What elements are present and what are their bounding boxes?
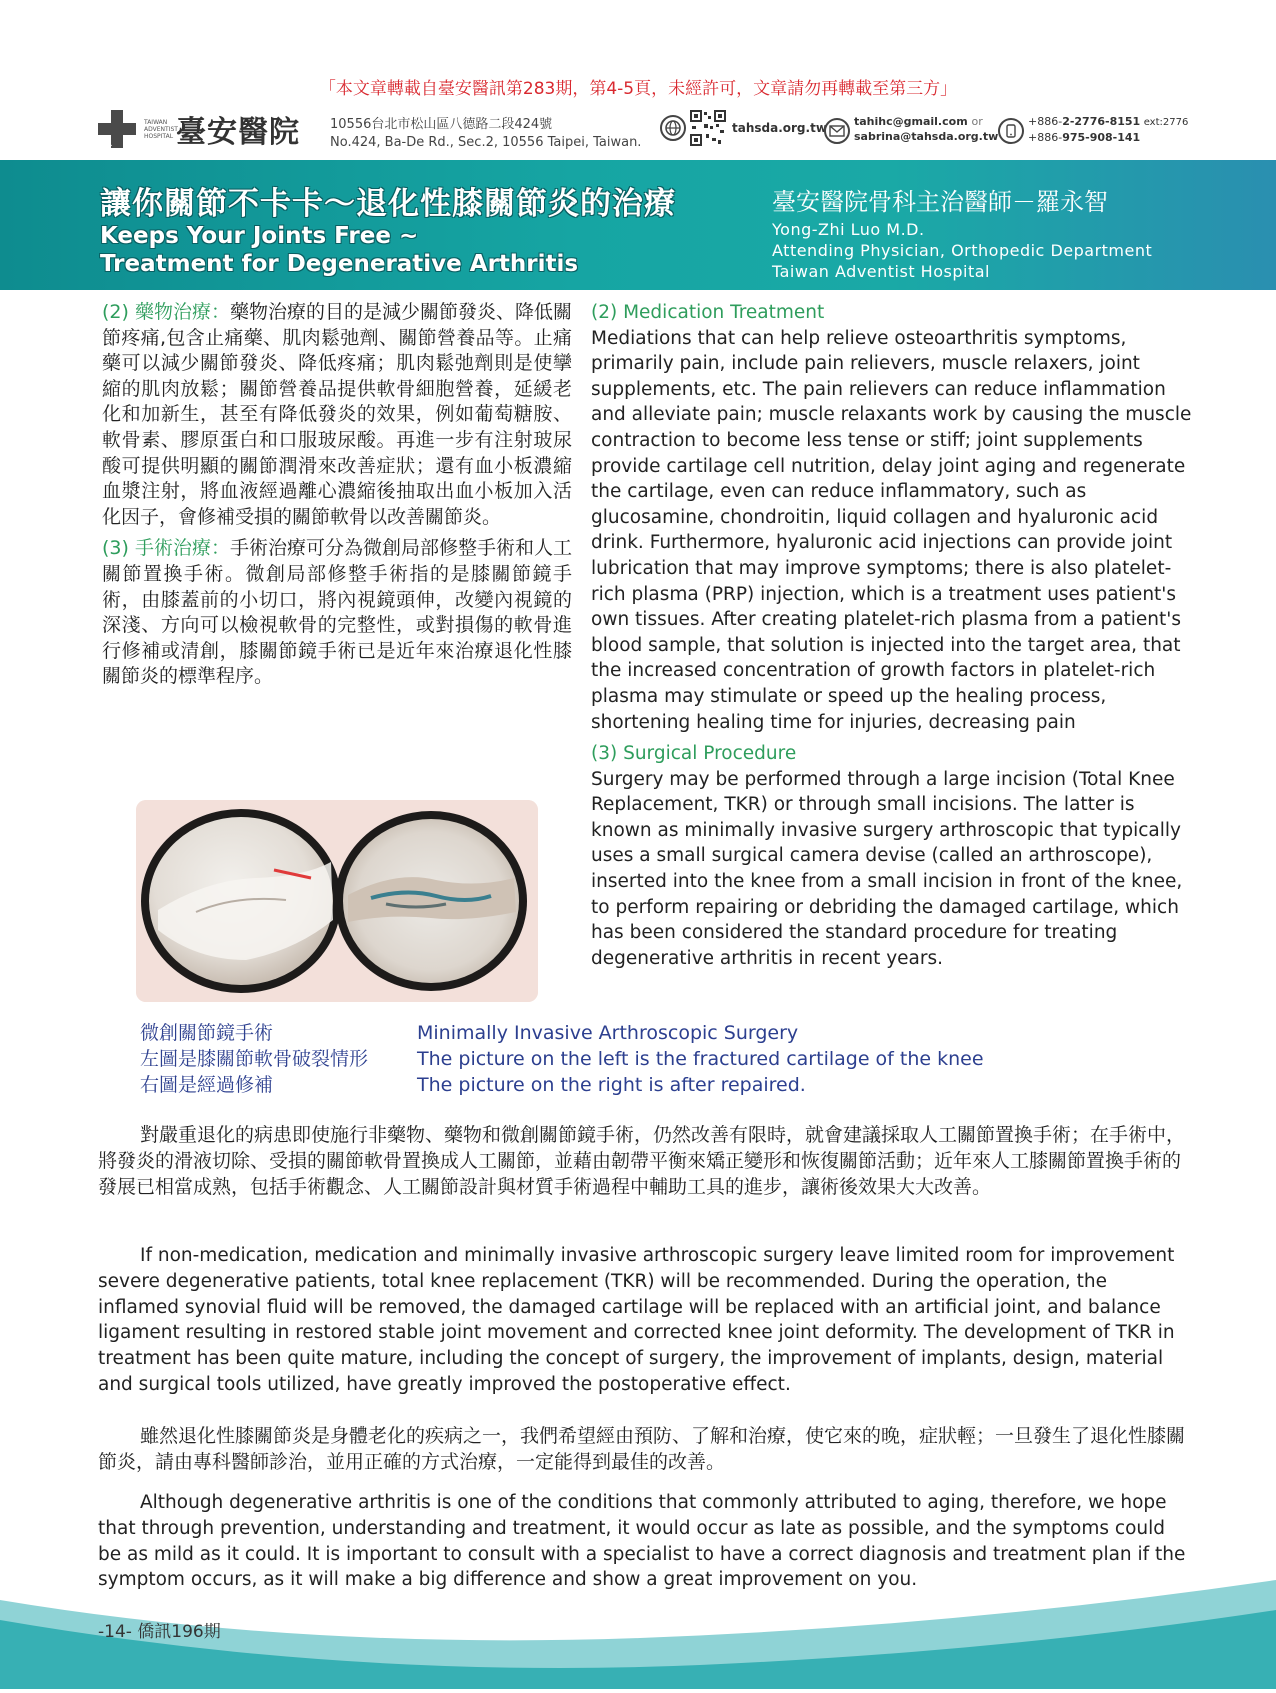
email-block (854, 114, 998, 144)
caption-en-line2: The picture on the left is the fractured cartilage of the knee (417, 1048, 984, 1070)
address-zh: 10556台北市松山區八德路二段424號 (330, 117, 553, 132)
medication-heading-zh: (2) 藥物治療： (102, 301, 230, 323)
qr-code-icon (690, 110, 726, 146)
english-column (591, 300, 1196, 977)
article-title-en-line2: Treatment for Degenerative Arthritis (100, 251, 579, 277)
medication-heading-en: (2) Medication Treatment (591, 302, 825, 323)
email-2[interactable]: sabrina@tahsda.org.tw (854, 130, 999, 143)
hospital-address (330, 116, 641, 152)
caption-en-line3: The picture on the right is after repaired. (417, 1074, 806, 1096)
phone-icon (998, 118, 1024, 144)
arthroscopy-photo (136, 800, 538, 1002)
photo-caption-zh (140, 1020, 368, 1098)
caption-zh-line2: 左圖是膝關節軟骨破裂情形 (140, 1048, 369, 1070)
hospital-logo (94, 106, 300, 152)
phone-1-ext: ext:2776 (1143, 117, 1189, 128)
surgery-paragraph-zh (102, 536, 572, 690)
conclusion-paragraph-en (98, 1490, 1192, 1593)
logo-small-text: TAIWAN ADVENTIST HOSPITAL (144, 118, 178, 140)
page-footer: -14- 僑訊196期 (98, 1622, 221, 1642)
conclusion-text-en: Although degenerative arthritis is one of the conditions that commonly attributed to aging, therefore, we hope that through prevention, understanding and treatment, it would occur as late as possible, and the symptoms could be as mild as it could. It is important to consult with a specialist to have a correct diagnosis and treatment plan if the symptom occurs, as it will make a big difference and show a great improvement on you. (98, 1492, 1186, 1591)
cross-logo-icon (94, 106, 140, 152)
medication-body-en: Mediations that can help relieve osteoarthritis symptoms, primarily pain, include pain relievers, muscle relaxers, joint supplements, etc. The pain relievers can reduce inflammation and alleviate pain; muscle relaxants work by causing the muscle contraction to become less tense or stiff; joint supplements provide cartilage cell nutrition, delay joint aging and regenerate the cartilage, even can reduce inflammatory, such as glucosamine, chondroitin, liquid collagen and hyaluronic acid drink. Furthermore, hyaluronic acid injections can provide joint lubrication that may improve symptoms; there is also platelet-rich plasma (PRP) injection, which is a treatment uses patient's own tissues. After creating platelet-rich plasma from a patient's blood sample, that solution is injected into the target area, that the increased concentration of growth factors in platelet-rich plasma may stimulate or speed up the healing process, shortening healing time for injuries, decreasing pain (591, 327, 1192, 733)
phone-1-prefix: +886- (1028, 115, 1063, 128)
conclusion-paragraph-zh (98, 1424, 1192, 1476)
caption-en-line1: Minimally Invasive Arthroscopic Surgery (417, 1022, 799, 1044)
phone-1[interactable]: 2-2776-8151 (1062, 115, 1141, 128)
surgery-body-en: Surgery may be performed through a large incision (Total Knee Replacement, TKR) or through small incisions. The latter is known as minimally invasive surgery arthroscopic that typically uses a small surgical camera devise (called an arthroscope), inserted into the knee from a small incision in front of the knee, to perform repairing or debriding the damaged cartilage, which has been considered the standard procedure for treating degenerative arthritis in recent years. (591, 768, 1183, 969)
surgery-body-zh: 手術治療可分為微創局部修整手術和人工關節置換手術。微創局部修整手術指的是膝關節鏡手術，由膝蓋前的小切口，將內視鏡頭伸，改變內視鏡的深淺、方向可以檢視軟骨的完整性，或對損傷的軟骨進行修補或清創，膝關節鏡手術已是近年來治療退化性膝關節炎的標準程序。 (102, 537, 572, 688)
article-title-zh: 讓你關節不卡卡～退化性膝關節炎的治療 (100, 186, 676, 222)
author-en-line1: Yong-Zhi Luo M.D. (772, 220, 925, 239)
author-en-line2: Attending Physician, Orthopedic Department (772, 241, 1153, 260)
article-title-en-line1: Keeps Your Joints Free ~ (100, 223, 419, 249)
mail-icon (824, 118, 850, 144)
website-link[interactable]: tahsda.org.tw (732, 121, 827, 135)
medication-body-zh: 藥物治療的目的是減少關節發炎、降低關節疼痛,包含止痛藥、肌肉鬆弛劑、關節營養品等。止痛藥可以減少關節發炎、降低疼痛；肌肉鬆弛劑則是使攣縮的肌肉放鬆；關節營養品提供軟骨細胞營養，延緩老化和加新生，甚至有降低發炎的效果，例如葡萄糖胺、軟骨素、膠原蛋白和口服玻尿酸。再進一步有注射玻尿酸可提供明顯的關節潤滑來改善症狀；還有血小板濃縮血漿注射，將血液經過離心濃縮後抽取出血小板加入活化因子，會修補受損的關節軟骨以改善關節炎。 (102, 301, 572, 528)
tkr-paragraph-en (98, 1243, 1192, 1398)
address-en: No.424, Ba-De Rd., Sec.2, 10556 Taipei, Taiwan. (330, 135, 642, 150)
article-title-en (100, 222, 578, 278)
tkr-text-zh: 對嚴重退化的病患即使施行非藥物、藥物和微創關節鏡手術，仍然改善有限時，就會建議採取人工關節置換手術；在手術中，將發炎的滑液切除、受損的關節軟骨置換成人工關節，並藉由韌帶平衡來矯正變形和恢復關節活動；近年來人工膝關節置換手術的發展已相當成熟，包括手術觀念、人工關節設計與材質手術過程中輔助工具的進步，讓術後效果大大改善。 (98, 1124, 1186, 1198)
caption-zh-line1: 微創關節鏡手術 (140, 1022, 274, 1044)
email-or: or (971, 115, 983, 128)
surgery-heading-en: (3) Surgical Procedure (591, 743, 797, 765)
chinese-column (102, 300, 572, 696)
author-en (772, 219, 1152, 282)
author-zh: 臺安醫院骨科主治醫師－羅永智 (772, 188, 1108, 216)
copyright-notice: 「本文章轉載自臺安醫訊第283期，第4-5頁，未經許可，文章請勿再轉載至第三方」 (318, 79, 958, 99)
phone-2-prefix: +886- (1028, 131, 1063, 144)
globe-icon (660, 115, 686, 141)
caption-zh-line3: 右圖是經過修補 (140, 1074, 274, 1096)
logo-name: 臺安醫院 (176, 115, 300, 150)
medication-paragraph-zh (102, 300, 572, 530)
email-1[interactable]: tahihc@gmail.com (854, 115, 968, 128)
tkr-paragraph-zh (98, 1123, 1192, 1200)
phone-2[interactable]: 975-908-141 (1062, 131, 1141, 144)
conclusion-text-zh: 雖然退化性膝關節炎是身體老化的疾病之一，我們希望經由預防、了解和治療，使它來的晚，症狀輕；一旦發生了退化性膝關節炎，請由專科醫師診治，並用正確的方式治療，一定能得到最佳的改善。 (98, 1425, 1186, 1473)
surgery-heading-zh: (3) 手術治療： (102, 537, 230, 560)
photo-caption-en (417, 1020, 984, 1098)
phone-block (1028, 114, 1188, 145)
tkr-text-en: If non-medication, medication and minimally invasive arthroscopic surgery leave limited room for improvement severe degenerative patients, total knee replacement (TKR) will be recommended. During the operation, the inflamed synovial fluid will be removed, the damaged cartilage will be replaced with an artificial joint, and balance ligament resulting in restored stable joint movement and corrected knee joint deformity. The development of TKR in treatment has been quite mature, including the concept of surgery, the improvement of implants, design, material and surgical tools utilized, have greatly improved the postoperative effect. (98, 1245, 1175, 1395)
author-en-line3: Taiwan Adventist Hospital (772, 262, 990, 281)
